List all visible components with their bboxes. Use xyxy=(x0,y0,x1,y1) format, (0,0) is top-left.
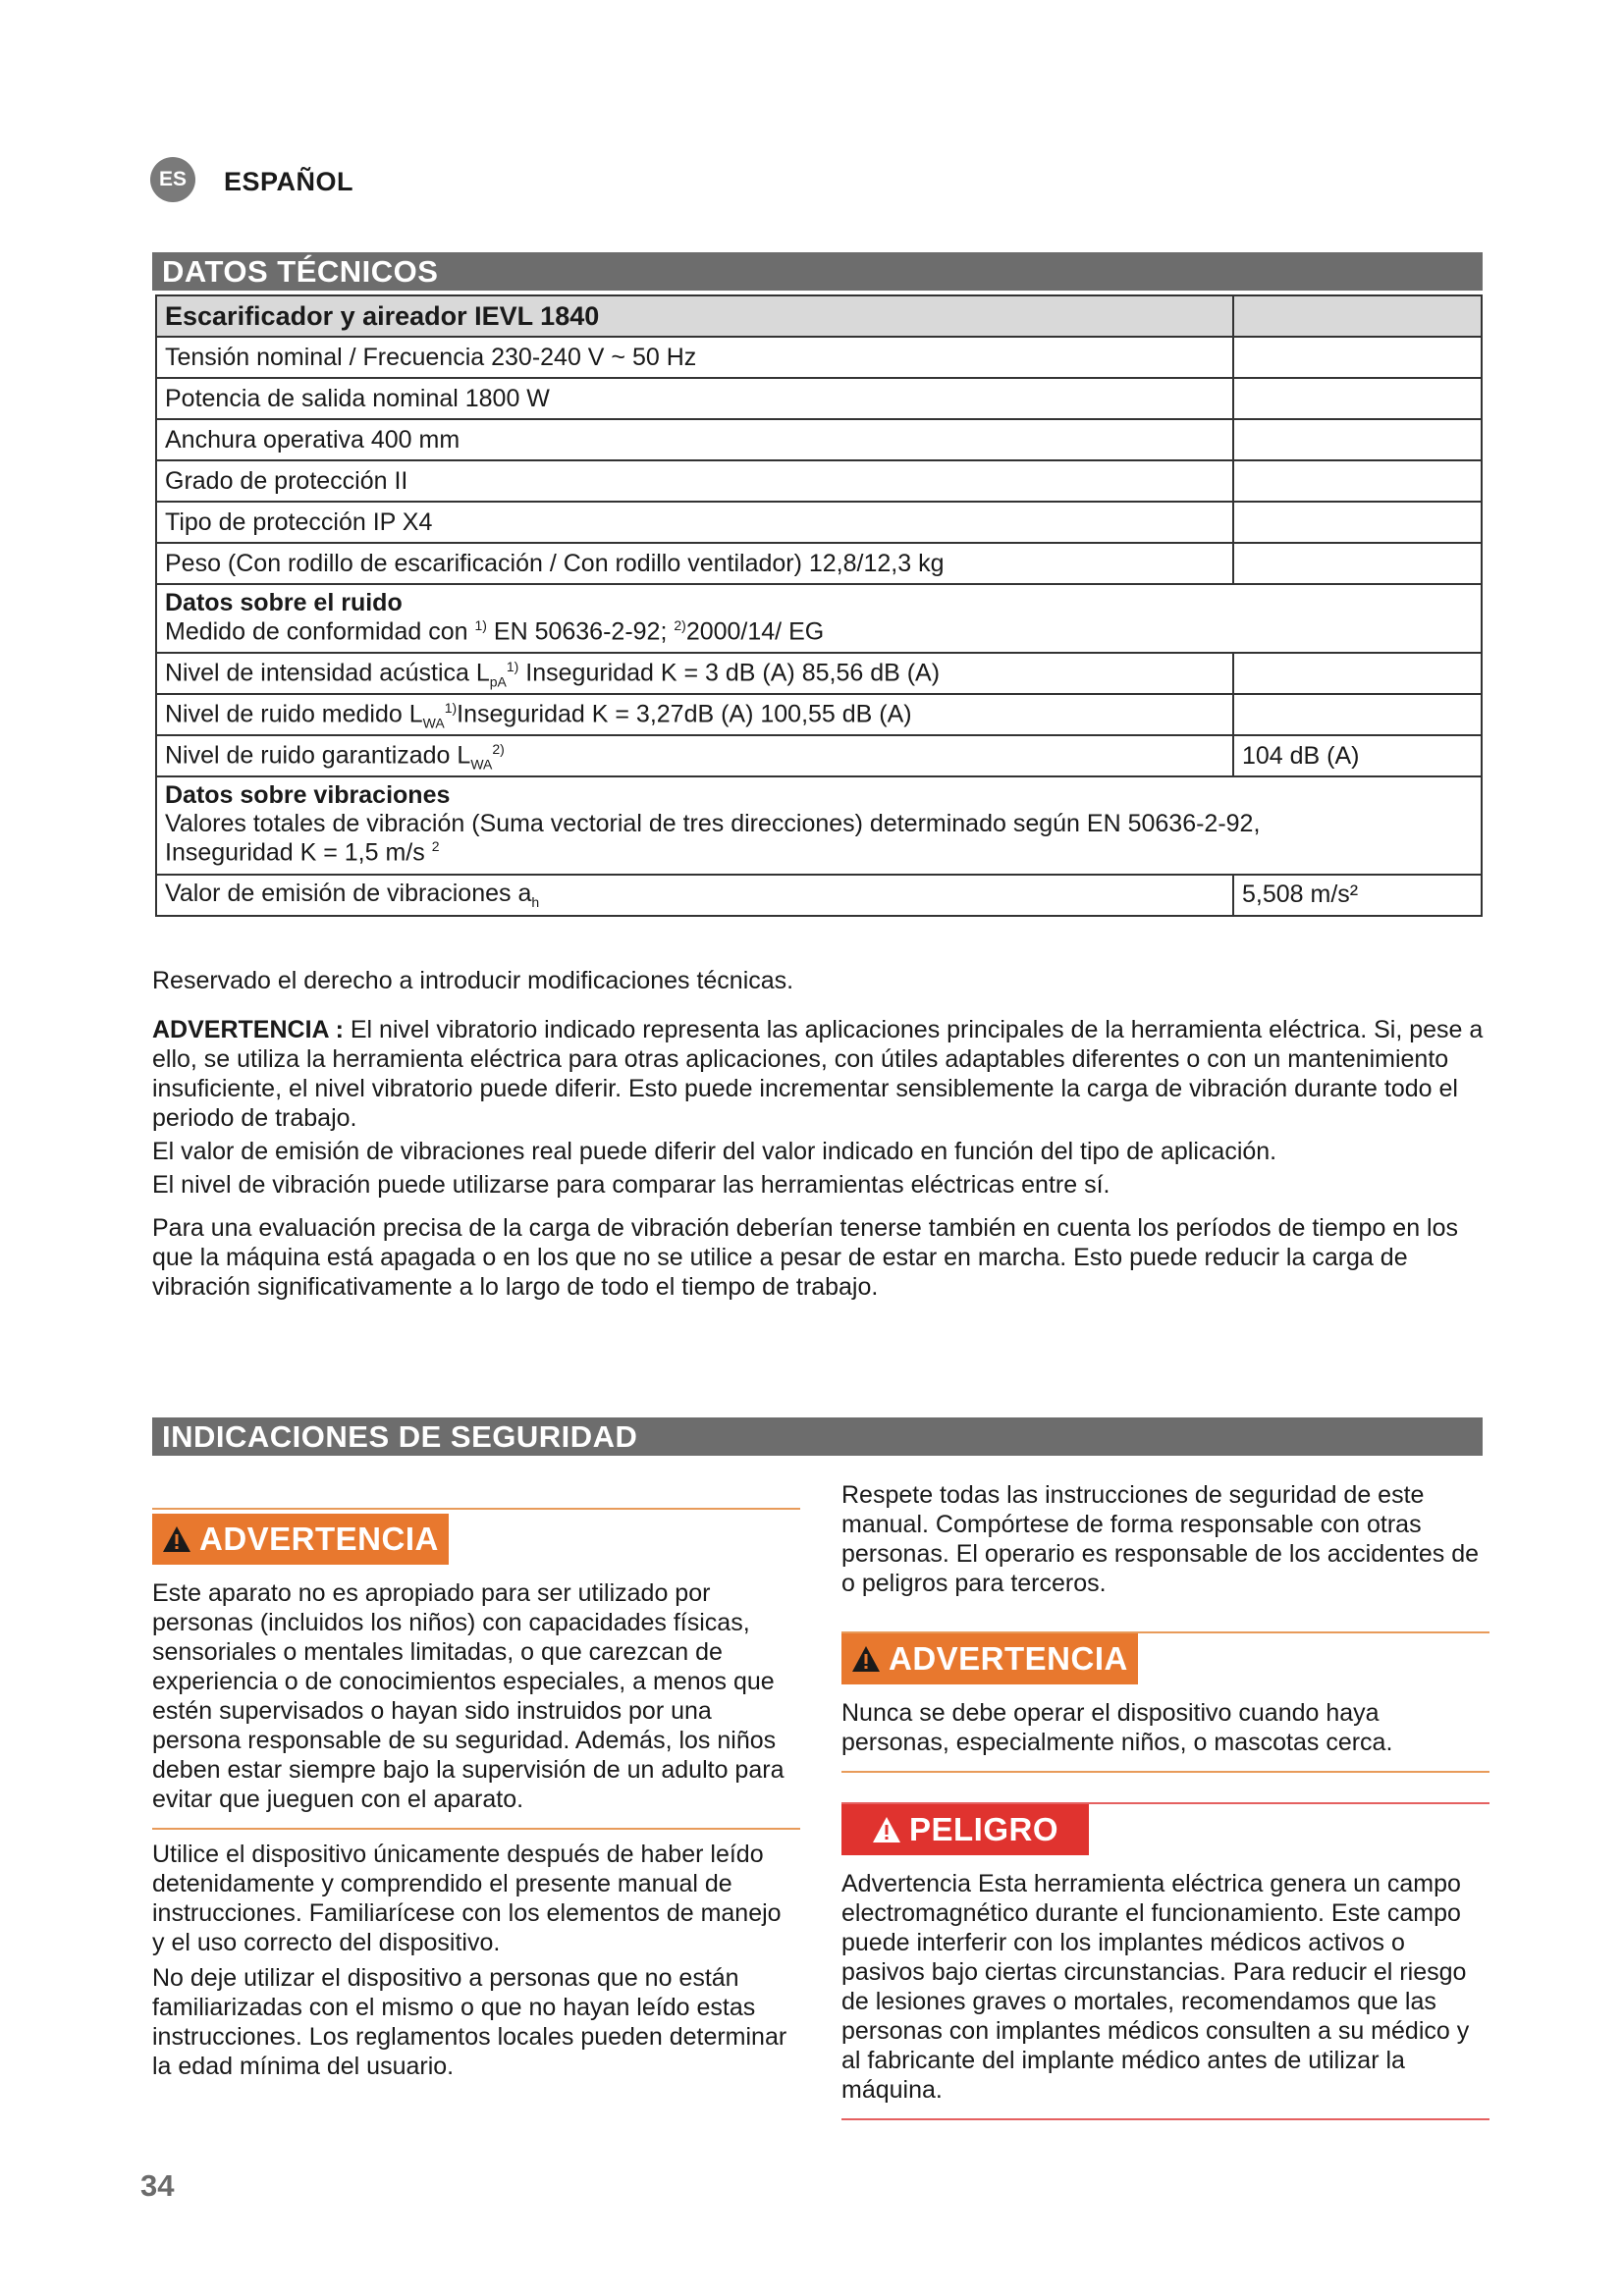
warning-label-box: ADVERTENCIA xyxy=(152,1514,449,1565)
table-row xyxy=(156,378,1482,419)
reserved-rights-note: Reservado el derecho a introducir modificaciones técnicas. xyxy=(152,967,794,994)
spec-cell: Tipo de protección IP X4 xyxy=(156,502,1233,543)
table-row xyxy=(156,337,1482,378)
safety-right-column xyxy=(841,1480,1489,2120)
table-row xyxy=(156,460,1482,502)
table-row xyxy=(156,653,1482,694)
measured-noise-level: Nivel de ruido medido $L_{WA}^{1)}Inseguridad$ K = 3,27dB (A) 100,55 dB (A) xyxy=(156,694,1233,735)
usage-paragraph: No deje utilizar el dispositivo a personas que no están familiarizadas con el mismo o que no hayan leído estas instrucciones. Los reglamentos locales pueden determinar la edad mínima del usuario. xyxy=(152,1964,787,2080)
vibration-warning: ADVERTENCIA : El nivel vibratorio indicado representa las aplicaciones principales de la herramienta eléctrica. Si, pese a ello, se utiliza la herramienta eléctrica para otras aplicaciones, con útiles adaptables diferentes o con un mantenimiento insuficiente, el nivel vibratorio puede diferir. Esto puede incrementar sensiblemente la carga de vibración durante todo el periodo de trabajo. xyxy=(152,1016,1484,1132)
danger-label-box: PELIGRO xyxy=(841,1804,1089,1855)
warning-triangle-icon xyxy=(162,1525,191,1553)
warning-label-box: ADVERTENCIA xyxy=(841,1633,1138,1684)
danger-triangle-icon xyxy=(872,1816,901,1843)
page-number: 34 xyxy=(140,2168,175,2203)
tech-data-title: DATOS TÉCNICOS xyxy=(152,252,1483,291)
note-paragraph: El nivel de vibración puede utilizarse para comparar las herramientas eléctricas entre sí. xyxy=(152,1171,1110,1199)
tech-data-table xyxy=(155,294,1483,917)
danger-text: Advertencia Esta herramienta eléctrica genera un campo electromagnético durante el funcionamiento. Este campo puede interferir con los implantes médicos activos o pasivos bajo ciertas circunstancias. Para reducir el riesgo de lesiones graves o mortales, recomendamos que las personas con implantes médicos consulten a su médico y al fabricante del implante médico antes de utilizar la máquina. xyxy=(841,1870,1470,2104)
spec-cell: Tensión nominal / Frecuencia 230-240 V ~ 50 Hz xyxy=(156,337,1233,378)
note-paragraph: Para una evaluación precisa de la carga de vibración deberían tenerse también en cuenta los períodos de tiempo en los que la máquina está apagada o en los que no se utilice a pesar de estar en marcha. Esto puede reducir la carga de vibración significativamente a lo largo de todo el tiempo de trabajo. xyxy=(152,1214,1459,1301)
table-row xyxy=(156,502,1482,543)
safety-section-title: INDICACIONES DE SEGURIDAD xyxy=(152,1417,1483,1456)
vibration-uncertainty: Inseguridad K = 1,5 m/s $^2$ xyxy=(165,838,440,867)
vibration-emission: Valor de emisión de vibraciones $a_h$ xyxy=(156,875,1233,916)
vibration-emission-value: 5,508 m/s² xyxy=(1233,875,1482,916)
table-row xyxy=(156,694,1482,735)
table-row xyxy=(156,735,1482,776)
sound-pressure-level: Nivel de intensidad acústica $L_{pA}^{1)}$ Inseguridad K = 3 dB (A) 85,56 dB (A) xyxy=(156,653,1233,694)
spec-cell: Potencia de salida nominal 1800 W xyxy=(156,378,1233,419)
noise-heading-row xyxy=(156,584,1482,653)
spec-cell: Anchura operativa 400 mm xyxy=(156,419,1233,460)
language-badge: ES xyxy=(150,157,195,202)
technical-notes xyxy=(152,966,1488,1306)
warning-text: Este aparato no es apropiado para ser utilizado por personas (incluidos los niños) con capacidades físicas, sensoriales o mentales limitadas, o que carezcan de experiencia o de conocimientos especiales, a menos que estén supervisados o hayan sido instruidos por una persona responsable de su seguridad. Además, los niños deben estar siempre bajo la supervisión de un adulto para evitar que jueguen con el aparato. xyxy=(152,1579,785,1813)
guaranteed-noise-value: 104 dB (A) xyxy=(1233,735,1482,776)
safety-intro: Respete todas las instrucciones de seguridad de este manual. Compórtese de forma responsable con otras personas. El operario es responsable de los accidentes de o peligros para terceros. xyxy=(841,1481,1480,1597)
vibration-heading-row xyxy=(156,776,1482,874)
safety-left-column xyxy=(152,1508,800,2081)
spec-cell: Grado de protección II xyxy=(156,460,1233,502)
guaranteed-noise-level: Nivel de ruido garantizado $L_{WA}^{2)}$ xyxy=(156,735,1233,776)
noise-heading: Datos sobre el ruido xyxy=(165,589,403,616)
noise-standards: Medido de conformidad con $^{1)}$ EN 50636-2-92; $^{2)}$2000/14/ EG xyxy=(165,617,825,646)
table-row xyxy=(156,543,1482,584)
spec-cell: Peso (Con rodillo de escarificación / Con rodillo ventilador) 12,8/12,3 kg xyxy=(156,543,1233,584)
table-row xyxy=(156,419,1482,460)
table-header-row xyxy=(156,295,1482,337)
usage-paragraph: Utilice el dispositivo únicamente después de haber leído detenidamente y comprendido el presente manual de instrucciones. Familiarícese con los elementos de manejo y el uso correcto del dispositivo. xyxy=(152,1841,782,1956)
vibration-heading: Datos sobre vibraciones xyxy=(165,781,451,810)
warning-triangle-icon xyxy=(851,1645,881,1673)
table-row xyxy=(156,875,1482,916)
language-label: ESPAÑOL xyxy=(224,167,354,196)
warning-text: Nunca se debe operar el dispositivo cuando haya personas, especialmente niños, o mascotas cerca. xyxy=(841,1699,1393,1756)
vibration-description: Valores totales de vibración (Suma vectorial de tres direcciones) determinado según EN 50636-2-92, xyxy=(165,810,1261,838)
note-paragraph: El valor de emisión de vibraciones real puede diferir del valor indicado en función del tipo de aplicación. xyxy=(152,1138,1277,1165)
product-name: Escarificador y aireador IEVL 1840 xyxy=(156,295,1233,337)
